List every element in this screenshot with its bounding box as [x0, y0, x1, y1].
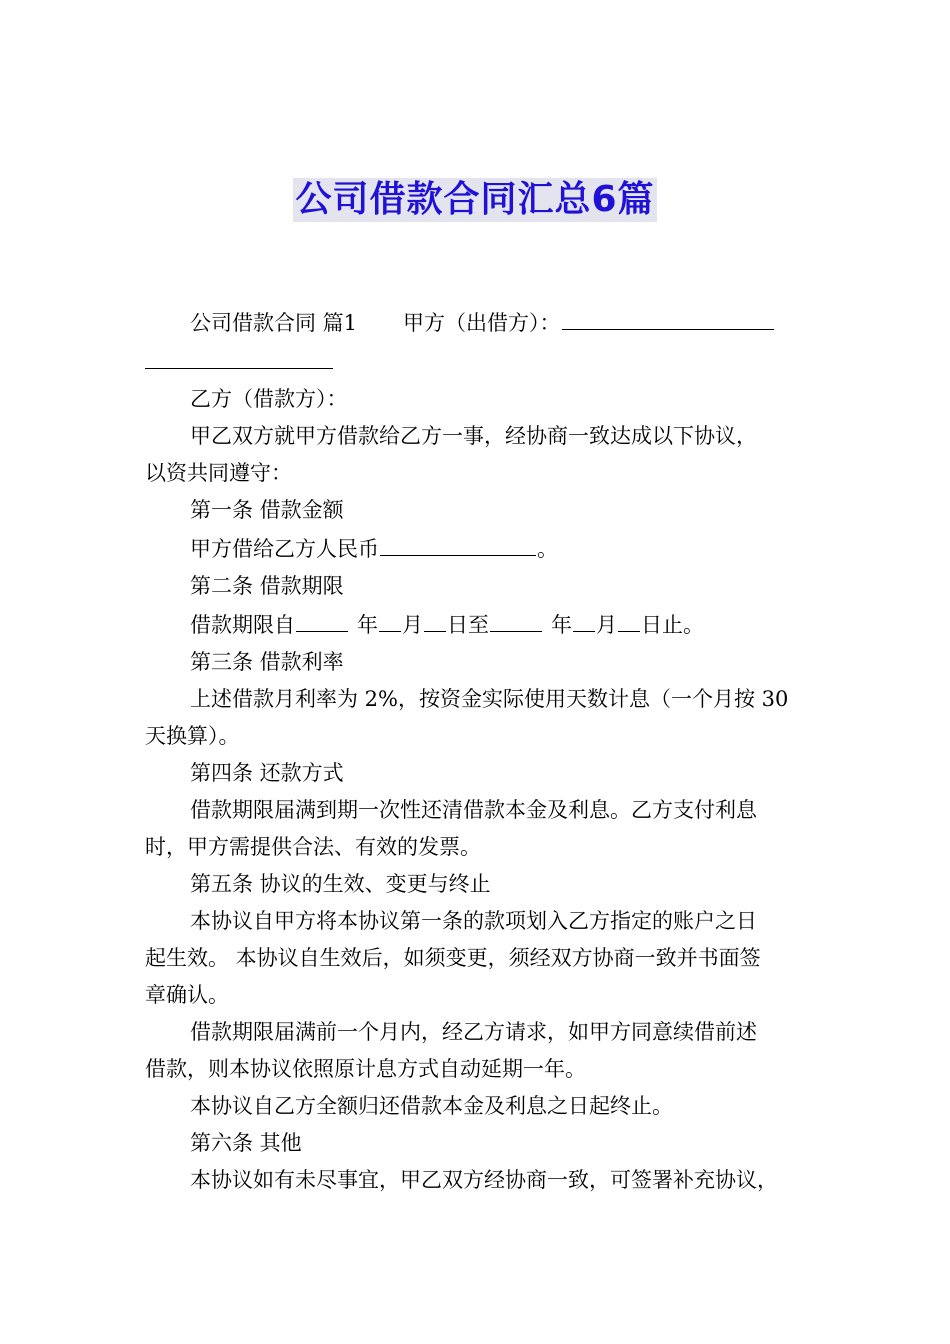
intro-line — [145, 303, 815, 342]
term-from-label: 借款期限自 — [190, 613, 295, 637]
month-label-2: 月 — [596, 613, 617, 637]
year-label-1: 年 — [357, 613, 378, 637]
article-3-line-1: 上述借款月利率为 2%，按资金实际使用天数计息（一个月按 30 — [190, 687, 789, 711]
article-3-line-2: 天换算）。 — [145, 724, 240, 748]
article-5-p3: 本协议自乙方全额归还借款本金及利息之日起终止。 — [190, 1094, 673, 1118]
amount-blank — [380, 529, 536, 556]
article-5-p1-line-3: 章确认。 — [145, 983, 229, 1007]
start-month-blank — [379, 605, 401, 632]
article-4-line-2: 时，甲方需提供合法、有效的发票。 — [145, 835, 481, 859]
year-label-2: 年 — [551, 613, 572, 637]
end-day-blank — [618, 605, 640, 632]
article-1-title: 第一条 借款金额 — [190, 498, 344, 522]
start-day-blank — [424, 605, 446, 632]
article-5-title: 第五条 协议的生效、变更与终止 — [190, 872, 491, 896]
article-4-title: 第四条 还款方式 — [190, 761, 344, 785]
article-5-p1-line-1: 本协议自甲方将本协议第一条的款项划入乙方指定的账户之日 — [190, 909, 757, 933]
article-1-text — [145, 529, 815, 568]
agreement-line-1: 甲乙双方就甲方借款给乙方一事，经协商一致达成以下协议， — [190, 424, 757, 448]
article-5-p2-line-1: 借款期限届满前一个月内，经乙方请求，如甲方同意续借前述 — [190, 1020, 757, 1044]
start-year-blank — [296, 605, 348, 632]
article-5-p1-line-2: 起生效。 本协议自生效后，如须变更，须经双方协商一致并书面签 — [145, 946, 761, 970]
article-4-line-1: 借款期限届满到期一次性还清借款本金及利息。乙方支付利息 — [190, 798, 757, 822]
document-body — [145, 303, 815, 1199]
article-3-title: 第三条 借款利率 — [190, 650, 344, 674]
title-container — [0, 178, 950, 222]
article-1-text-b: 。 — [537, 537, 558, 561]
end-year-blank — [490, 605, 542, 632]
month-label-1: 月 — [402, 613, 423, 637]
document-title: 公司借款合同汇总6篇 — [295, 179, 655, 220]
day-label-2: 日止。 — [641, 613, 704, 637]
article-6-line-1: 本协议如有未尽事宜，甲乙双方经协商一致，可签署补充协议， — [190, 1168, 778, 1192]
party-a-blank — [562, 303, 774, 330]
article-2-text — [145, 605, 815, 644]
party-a-label: 甲方（出借方）： — [403, 311, 561, 335]
end-month-blank — [573, 605, 595, 632]
day-label-1: 日至 — [447, 613, 489, 637]
article-5-p2-line-2: 借款，则本协议依照原计息方式自动延期一年。 — [145, 1057, 586, 1081]
party-a-blank-2 — [145, 342, 333, 369]
party-b-line: 乙方（借款方）： — [190, 387, 348, 411]
intro-heading: 公司借款合同 篇1 — [190, 311, 358, 335]
agreement-line-2: 以资共同遵守： — [145, 461, 292, 485]
article-2-title: 第二条 借款期限 — [190, 574, 344, 598]
article-6-title: 第六条 其他 — [190, 1131, 302, 1155]
article-1-text-a: 甲方借给乙方人民币 — [190, 537, 379, 561]
party-a-blank-continued — [145, 342, 815, 381]
